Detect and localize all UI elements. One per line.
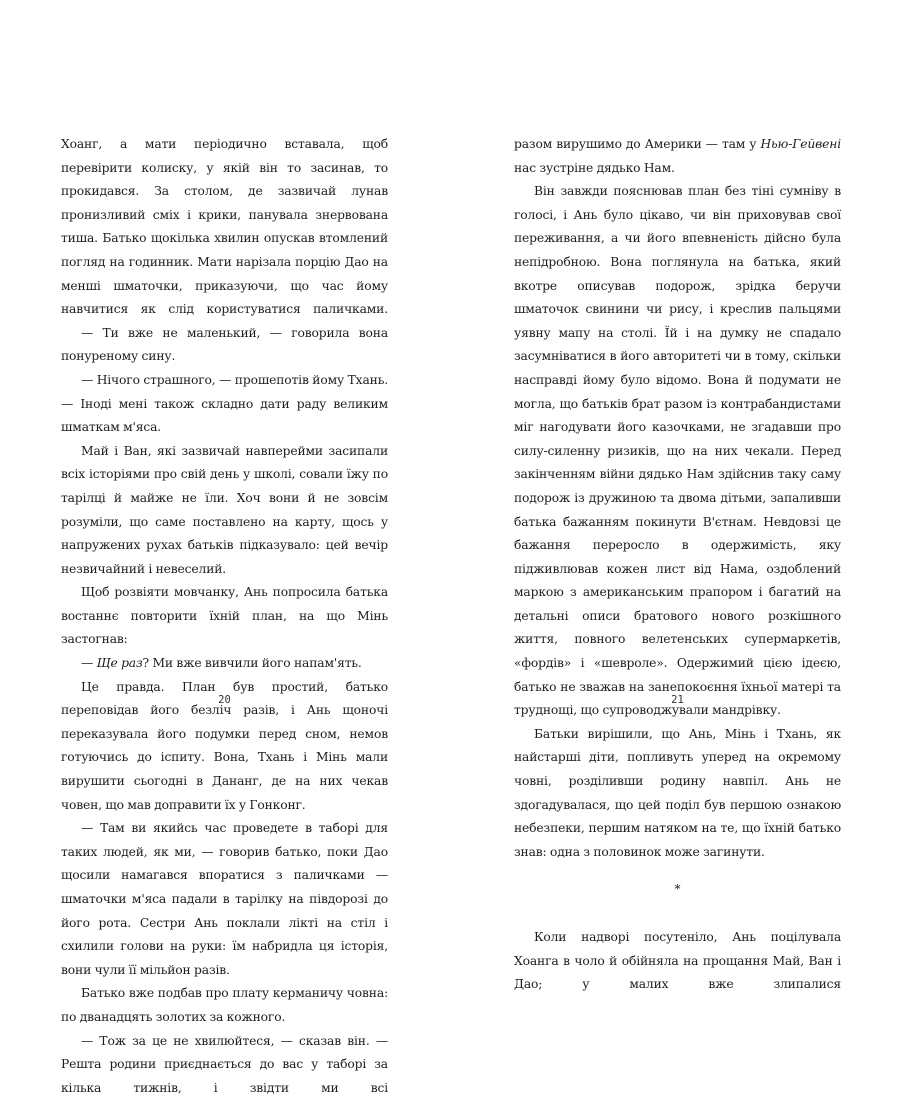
right-page-text-after-break [514, 926, 841, 997]
paragraph: Батько вже подбав про плату керманичу човна: по дванадцять золотих за кожного. [61, 986, 388, 1024]
paragraph: — Там ви якийсь час проведете в таборі для таких людей, як ми, — говорив батько, поки Дао щосили намагався впоратися з паличками — шматочки м'яса падали в тарілку на півдорозі до його рота. Сестри Ань поклали лікті на стіл і схилили голови на руки: їм набридла ця історія, вони чули її мільйон разів. [61, 821, 388, 977]
paragraph: Він завжди пояснював план без тіні сумніву в голосі, і Ань було цікаво, чи він приховував свої переживання, а чи його впевненість дійсно була непідробною. Вона поглянула на батька, який вкотре описував подорож, зрідка беручи шматочок свинини чи рису, і креслив пальцями уявну мапу на столі. Їй і на думку не спадало засумніватися в його авторитеті чи в тому, скільки насправді йому було відомо. Вона й подумати не могла, що батьків брат разом із контрабандистами міг нагодувати його казочками, не згадавши про силу-силенну ризиків, що на них чекали. Перед закінченням війни дядько Нам здійснив таку саму подорож із дружиною та двома дітьми, запаливши батька бажанням покинути В'єтнам. Невдовзі це бажання переросло в одержимість, яку підживлював кожен лист від Нама, оздоблений маркою з американським прапором і багатий на детальні описи братового нового розкішного життя, повного велетенських супермаркетів, «фордів» і «шевроле». Одержимий цією ідеєю, батько не зважав на занепокоєння їхньої матері та труднощі, що супроводжували мандрівку. [514, 184, 841, 718]
dash: — [81, 656, 97, 671]
paragraph: Коли надворі посутеніло, Ань поцілувала Хоанга в чоло й обійняла на прощання Май, Ван і Дао; у малих вже злипалися [514, 930, 841, 992]
page-number-left: 20 [218, 694, 231, 706]
left-page-text [61, 133, 388, 1100]
paragraph [514, 133, 841, 180]
dialogue-rest: ? Ми вже вивчили його напам'ять. [142, 656, 362, 671]
text-suffix: нас зустріне дядько Нам. [514, 160, 675, 175]
paragraph: Батьки вирішили, що Ань, Мінь і Тхань, як найстарші діти, попливуть уперед на окремому човні, розділивши родину навпіл. Ань не здогадувалася, що цей поділ був першою ознакою небезпеки, першим натяком на те, що їхній батько знав: одна з половинок може загинути. [514, 726, 841, 859]
paragraph: Щоб розвіяти мовчанку, Ань попросила батька востаннє повторити їхній план, на що Мінь застогнав: [61, 585, 388, 647]
right-page [514, 133, 841, 997]
paragraph: — Тож за це не хвилюйтеся, — сказав він. — Решта родини приєднається до вас у таборі за кілька тижнів, і звідти ми всі [61, 1033, 388, 1095]
emphasis-place-name: Нью-Гейвені [760, 137, 841, 151]
paragraph: — Ти вже не маленький, — говорила вона понуреному сину. [61, 325, 388, 364]
right-page-text [514, 133, 841, 864]
paragraph: — Нічого страшного, — прошепотів йому Тхань. — Іноді мені також складно дати раду великим шматкам м'яса. [61, 372, 388, 435]
page-number-right: 21 [671, 694, 684, 706]
emphasis-text: Ще раз [96, 656, 143, 671]
text-prefix: разом вирушимо до Америки — там у [514, 137, 761, 151]
paragraph-dialogue [61, 652, 388, 676]
paragraph: Хоанг, а мати періодично вставала, щоб перевірити колиску, у якій він то засинав, то прокидався. За столом, де зазвичай лунав пронизливий сміх і крики, панувала знервована тиша. Батько щокілька хвилин опускав втомлений погляд на годинник. Мати нарізала порцію Дао на менші шматочки, приказуючи, що час йому навчитися як слід користуватися паличками. [61, 137, 388, 317]
section-break-asterisk: * [674, 882, 681, 897]
left-page [61, 133, 388, 1100]
paragraph: Це правда. План був простий, батько переповідав його безліч разів, і Ань щоночі переказувала його подумки перед сном, немов готуючись до іспиту. Вона, Тхань і Мінь мали вирушити сьогодні в Дананг, де на них чекав човен, що мав доправити їх у Гонконг. [61, 679, 388, 812]
paragraph: Май і Ван, які зазвичай навперейми засипали всіх історіями про свій день у школі, совали їжу по тарілці й майже не їли. Хоч вони й не зовсім розуміли, що саме поставлено на карту, щось у напружених рухах батьків підказувало: цей вечір незвичайний і невеселий. [61, 443, 388, 576]
